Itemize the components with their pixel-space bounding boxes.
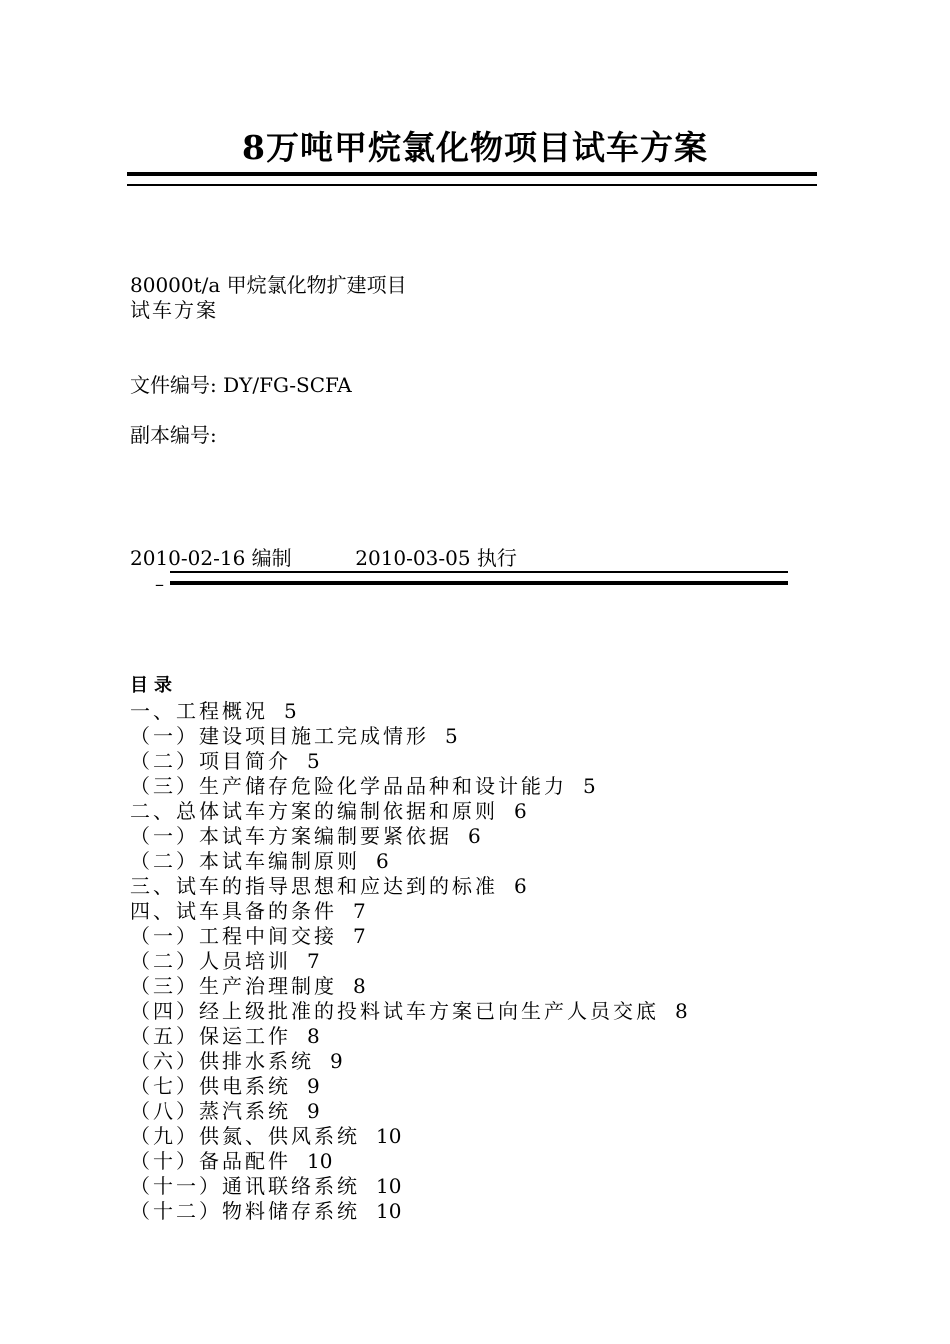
toc-entry-label: 三、试车的指导思想和应达到的标准 xyxy=(130,874,498,898)
toc-heading: 目录 xyxy=(130,675,178,696)
toc-entry-page: 8 xyxy=(675,999,688,1023)
toc-entry-label: （二）本试车编制原则 xyxy=(130,849,360,873)
title-rule-thick xyxy=(127,172,817,176)
toc-entry[interactable] xyxy=(130,774,830,799)
dates-rule-thin xyxy=(170,571,788,573)
toc-entry[interactable] xyxy=(130,874,830,899)
toc-entry-label: （六）供排水系统 xyxy=(130,1049,314,1073)
table-of-contents xyxy=(130,673,830,1224)
toc-entry[interactable] xyxy=(130,1024,830,1049)
toc-entry-label: （三）生产储存危险化学品品种和设计能力 xyxy=(130,774,567,798)
toc-entry[interactable] xyxy=(130,799,830,824)
toc-entry-page: 7 xyxy=(353,924,366,948)
toc-entry-page: 6 xyxy=(514,874,527,898)
project-name: 80000t/a 甲烷氯化物扩建项目 xyxy=(130,273,407,297)
toc-entry-label: （十二）物料储存系统 xyxy=(130,1199,360,1223)
dates-rule-thick xyxy=(170,581,788,585)
toc-entry[interactable] xyxy=(130,1174,830,1199)
document-title: 8万吨甲烷氯化物项目试车方案 xyxy=(242,128,708,167)
plan-name: 试车方案 xyxy=(130,298,218,322)
toc-entry[interactable] xyxy=(130,899,830,924)
toc-entry-page: 6 xyxy=(468,824,481,848)
toc-entry[interactable] xyxy=(130,724,830,749)
title-rule-thin xyxy=(127,184,817,186)
toc-entry-label: （五）保运工作 xyxy=(130,1024,291,1048)
toc-entry-label: （一）工程中间交接 xyxy=(130,924,337,948)
toc-entry[interactable] xyxy=(130,824,830,849)
toc-entry-page: 5 xyxy=(284,699,297,723)
toc-entry[interactable] xyxy=(130,999,830,1024)
toc-entry-label: 四、试车具备的条件 xyxy=(130,899,337,923)
copy-number: 副本编号: xyxy=(130,423,217,447)
toc-entry-page: 9 xyxy=(307,1099,320,1123)
toc-entry[interactable] xyxy=(130,974,830,999)
toc-entry-page: 10 xyxy=(376,1124,402,1148)
toc-entry[interactable] xyxy=(130,1199,830,1224)
toc-entry-page: 9 xyxy=(330,1049,343,1073)
toc-entry-page: 6 xyxy=(514,799,527,823)
toc-entry[interactable] xyxy=(130,699,830,724)
toc-entry-page: 9 xyxy=(307,1074,320,1098)
toc-entry-label: （九）供氮、供风系统 xyxy=(130,1124,360,1148)
toc-entry[interactable] xyxy=(130,1124,830,1149)
toc-entry-page: 7 xyxy=(307,949,320,973)
toc-entry-page: 10 xyxy=(376,1199,402,1223)
toc-entry-page: 5 xyxy=(307,749,320,773)
toc-entry-page: 10 xyxy=(307,1149,333,1173)
toc-entry-page: 7 xyxy=(353,899,366,923)
toc-entry-label: 一、工程概况 xyxy=(130,699,268,723)
toc-entry-label: （十）备品配件 xyxy=(130,1149,291,1173)
toc-entry[interactable] xyxy=(130,849,830,874)
toc-entry-label: （一）本试车方案编制要紧依据 xyxy=(130,824,452,848)
file-number: 文件编号: DY/FG-SCFA xyxy=(130,373,352,397)
toc-entry-label: （三）生产治理制度 xyxy=(130,974,337,998)
toc-entry[interactable] xyxy=(130,1149,830,1174)
dash-mark: – xyxy=(155,574,164,595)
toc-entry-label: （二）人员培训 xyxy=(130,949,291,973)
toc-entry-label: （七）供电系统 xyxy=(130,1074,291,1098)
toc-entry-label: （八）蒸汽系统 xyxy=(130,1099,291,1123)
toc-entry-label: （二）项目简介 xyxy=(130,749,291,773)
issue-dates: 2010-02-16 编制 2010-03-05 执行 xyxy=(130,546,517,570)
toc-entry-page: 10 xyxy=(376,1174,402,1198)
toc-entry-label: 二、总体试车方案的编制依据和原则 xyxy=(130,799,498,823)
toc-entry[interactable] xyxy=(130,749,830,774)
toc-entry-page: 5 xyxy=(445,724,458,748)
toc-entry[interactable] xyxy=(130,924,830,949)
toc-list xyxy=(130,699,830,1224)
toc-entry-page: 8 xyxy=(307,1024,320,1048)
toc-entry[interactable] xyxy=(130,1099,830,1124)
toc-entry-label: （四）经上级批准的投料试车方案已向生产人员交底 xyxy=(130,999,659,1023)
toc-entry[interactable] xyxy=(130,949,830,974)
toc-entry[interactable] xyxy=(130,1074,830,1099)
toc-entry-page: 5 xyxy=(583,774,596,798)
toc-entry-page: 8 xyxy=(353,974,366,998)
toc-entry[interactable] xyxy=(130,1049,830,1074)
toc-entry-page: 6 xyxy=(376,849,389,873)
toc-entry-label: （十一）通讯联络系统 xyxy=(130,1174,360,1198)
toc-entry-label: （一）建设项目施工完成情形 xyxy=(130,724,429,748)
